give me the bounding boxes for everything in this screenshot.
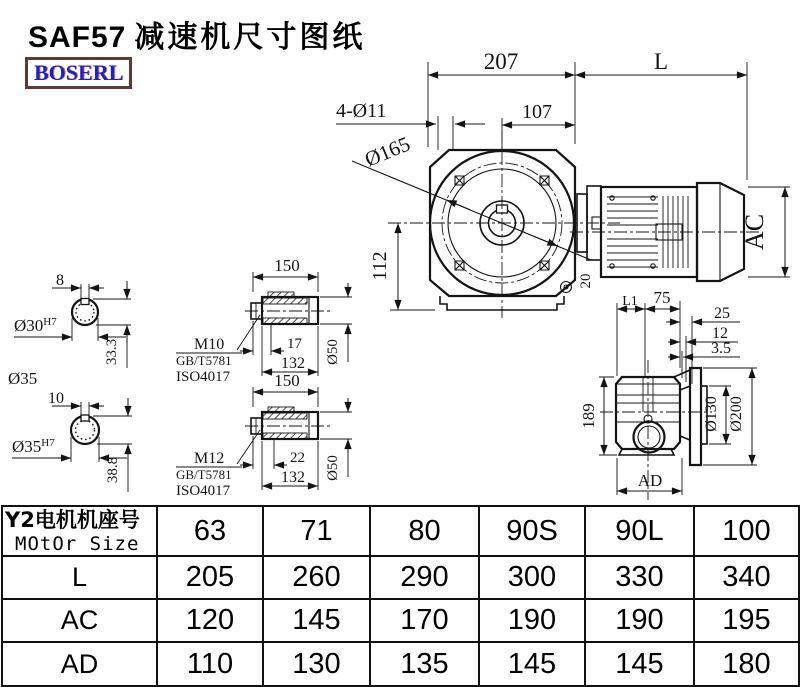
table-cell: 180 xyxy=(694,642,799,686)
dim-key-width-b: 10 xyxy=(48,390,64,407)
table-cell: 135 xyxy=(370,642,479,686)
thread-label-a: M10 xyxy=(194,336,225,353)
table-header-row xyxy=(2,506,799,556)
dim-motor-height: AC xyxy=(740,213,769,251)
bore-b-tol: H7 xyxy=(41,437,55,449)
table-cell: 340 xyxy=(694,556,799,599)
top-dimensions xyxy=(336,49,747,180)
dim-75: 75 xyxy=(653,288,671,307)
shaft-section-b xyxy=(12,390,132,492)
table-header-en: MOtOr Size xyxy=(15,533,140,555)
table-cell: 120 xyxy=(157,599,263,642)
dim-hub-len-b: 132 xyxy=(281,469,305,486)
std1-label-b: GB/T5781 xyxy=(176,467,232,482)
size-column-63: 63 xyxy=(157,506,263,556)
dim-shaft-note: 20 xyxy=(578,273,594,289)
shaft-detail-a xyxy=(176,256,352,385)
table-row-ad xyxy=(2,642,799,686)
dim-body-height: 189 xyxy=(579,403,598,429)
motor-height-dimension xyxy=(740,187,790,277)
table-cell: 300 xyxy=(479,556,585,599)
table-row-l xyxy=(2,556,799,599)
axis-height-dimension xyxy=(369,223,435,310)
dim-axis-height: 112 xyxy=(369,251,391,281)
bore-a-tol: H7 xyxy=(43,316,57,328)
front-view xyxy=(352,130,620,318)
table-header-cell xyxy=(2,506,157,556)
model-code: SAF57 xyxy=(28,21,127,54)
table-cell: 170 xyxy=(370,599,479,642)
table-cell: 190 xyxy=(479,599,585,642)
dim-pilot-dia: Ø130 xyxy=(703,396,720,432)
dim-bolt-circle: Ø165 xyxy=(361,131,414,172)
size-column-90s: 90S xyxy=(479,506,585,556)
size-column-90l: 90L xyxy=(585,506,694,556)
table-cell: 330 xyxy=(585,556,694,599)
dim-length-b: 150 xyxy=(274,371,300,390)
dim-motor-length: L xyxy=(653,49,669,74)
row-label-ac: AC xyxy=(2,599,157,642)
dim-bore-a xyxy=(14,316,57,335)
dim-3-5: 3.5 xyxy=(711,340,731,357)
size-column-100: 100 xyxy=(694,506,799,556)
table-cell: 290 xyxy=(370,556,479,599)
motor-side-view xyxy=(570,183,760,289)
dim-length-a: 150 xyxy=(274,256,300,275)
table-row-ac xyxy=(2,599,799,642)
dim-od-note: Ø35 xyxy=(8,369,38,388)
table-cell: 205 xyxy=(157,556,263,599)
dim-flange-dia: Ø200 xyxy=(728,396,745,432)
table-cell: 145 xyxy=(479,642,585,686)
dim-bolt-holes: 4-Ø11 xyxy=(336,100,387,122)
table-cell: 130 xyxy=(263,642,370,686)
table-cell: 260 xyxy=(263,556,370,599)
title-chinese: 减速机尺寸图纸 xyxy=(134,20,366,55)
bore-a-value: Ø30 xyxy=(14,316,44,335)
size-column-71: 71 xyxy=(263,506,370,556)
dim-key-len-b: 22 xyxy=(290,450,305,466)
dim-25: 25 xyxy=(714,305,730,322)
table-header-cn: Y2电机机座号 xyxy=(5,508,140,532)
dim-12: 12 xyxy=(712,325,728,342)
dim-l1: L1 xyxy=(622,294,638,309)
size-column-80: 80 xyxy=(370,506,479,556)
std1-label-a: GB/T5781 xyxy=(176,353,232,368)
dim-key-depth-a: 33.3 xyxy=(104,338,120,366)
std2-label-b: ISO4017 xyxy=(176,483,231,499)
thread-label-b: M12 xyxy=(194,450,225,467)
dim-od-a: Ø50 xyxy=(325,339,341,365)
table-cell: 145 xyxy=(585,642,694,686)
dim-bore-b xyxy=(12,437,55,456)
table-cell: 110 xyxy=(157,642,263,686)
dim-key-width-a: 8 xyxy=(56,272,64,289)
dim-ad: AD xyxy=(637,471,663,490)
shaft-detail-b xyxy=(176,371,352,499)
row-label-ad: AD xyxy=(2,642,157,686)
table-cell: 190 xyxy=(585,599,694,642)
table-cell: 145 xyxy=(263,599,370,642)
dim-key-len-a: 17 xyxy=(287,336,302,352)
row-label-l: L xyxy=(2,556,157,599)
shaft-section-a xyxy=(8,272,131,388)
motor-size-table xyxy=(1,505,800,687)
std2-label-a: ISO4017 xyxy=(176,369,231,385)
bore-b-value: Ø35 xyxy=(12,437,42,456)
brand-logo: BOSERL xyxy=(25,57,132,89)
dim-key-depth-b: 38.8 xyxy=(105,456,121,484)
dim-od-b: Ø50 xyxy=(325,455,341,481)
dim-flange-offset: 107 xyxy=(522,101,552,123)
dim-top-width: 207 xyxy=(483,49,519,74)
dim-hub-len-a: 132 xyxy=(281,355,305,372)
table-cell: 195 xyxy=(694,599,799,642)
output-side-view xyxy=(579,288,757,500)
